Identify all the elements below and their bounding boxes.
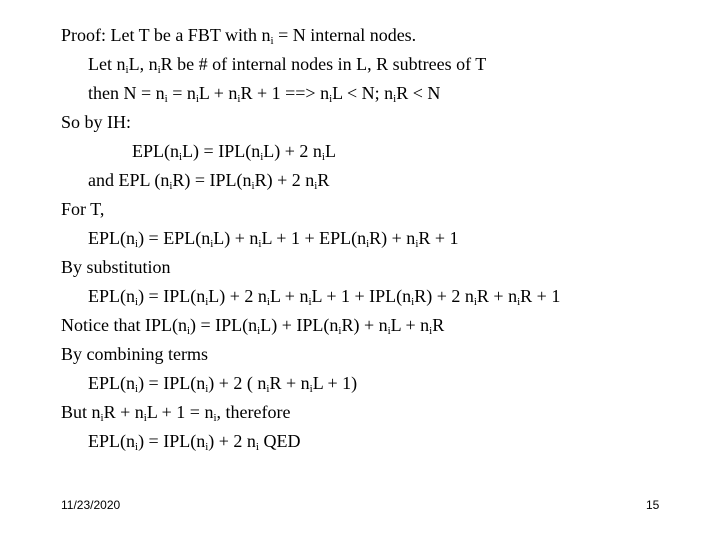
proof-text: R) + 2 n <box>254 170 315 190</box>
proof-text: L <box>324 141 336 161</box>
proof-text: L + 1) <box>312 373 358 393</box>
subscript: i <box>258 238 262 250</box>
subscript: i <box>415 238 419 250</box>
subscript: i <box>314 180 318 192</box>
proof-text: L) + IPL(n <box>260 315 339 335</box>
proof-text: = N internal nodes. <box>273 25 417 45</box>
subscript: i <box>135 296 139 308</box>
subscript: i <box>205 383 209 395</box>
subscript: i <box>210 238 214 250</box>
slide-page-number: 15 <box>646 498 660 512</box>
proof-text: and EPL (n <box>88 170 170 190</box>
proof-text: ) = IPL(n <box>190 315 258 335</box>
subscript: i <box>308 296 312 308</box>
subscript: i <box>251 180 255 192</box>
proof-text: QED <box>258 431 301 451</box>
proof-text: R < N <box>396 83 441 103</box>
proof-text: L + n <box>390 315 430 335</box>
proof-line-6 <box>88 169 329 191</box>
proof-text: L <box>128 54 140 74</box>
proof-text: EPL(n <box>132 141 179 161</box>
subscript: i <box>321 151 325 163</box>
proof-line-4 <box>61 111 131 133</box>
proof-text: Notice that IPL(n <box>61 315 187 335</box>
proof-text: ) + 2 ( n <box>208 373 267 393</box>
subscript: i <box>309 383 313 395</box>
proof-text: R) = IPL(n <box>172 170 252 190</box>
proof-text: But n <box>61 402 101 422</box>
proof-line-1 <box>61 24 416 46</box>
proof-text: For T, <box>61 199 105 219</box>
proof-line-3 <box>88 82 440 104</box>
subscript: i <box>213 412 217 424</box>
proof-text: So by IH: <box>61 112 132 132</box>
proof-text: L + n <box>198 83 238 103</box>
proof-text: L < N; n <box>332 83 394 103</box>
subscript: i <box>135 441 139 453</box>
proof-text: L) + n <box>213 228 259 248</box>
subscript: i <box>135 238 139 250</box>
subscript: i <box>266 296 270 308</box>
proof-text: By substitution <box>61 257 171 277</box>
proof-text: R <box>432 315 445 335</box>
subscript: i <box>169 180 173 192</box>
proof-text: ) = IPL(n <box>138 431 206 451</box>
proof-text: Let n <box>88 54 126 74</box>
subscript: i <box>186 325 191 337</box>
proof-text: R) + 2 n <box>414 286 474 306</box>
subscript: i <box>393 93 397 105</box>
subscript: i <box>517 296 521 308</box>
proof-text: ) = IPL(n <box>138 373 206 393</box>
proof-line-10 <box>88 285 560 307</box>
subscript: i <box>255 441 259 453</box>
subscript: i <box>338 325 342 337</box>
subscript: i <box>260 151 264 163</box>
proof-text: L) = IPL(n <box>182 141 261 161</box>
subscript: i <box>179 151 183 163</box>
proof-text: EPL(n <box>88 286 135 306</box>
subscript: i <box>125 64 129 76</box>
proof-text: ) = EPL(n <box>138 228 211 248</box>
proof-text: , n <box>139 54 158 74</box>
proof-line-9 <box>61 256 171 278</box>
proof-line-15 <box>88 430 300 452</box>
proof-line-7 <box>61 198 104 220</box>
proof-text: L + n <box>269 286 309 306</box>
proof-line-5 <box>132 140 336 162</box>
proof-text: By combining terms <box>61 344 208 364</box>
subscript: i <box>270 35 274 47</box>
subscript: i <box>411 296 415 308</box>
proof-text: , therefore <box>216 402 291 422</box>
proof-text: L) + 2 n <box>208 286 267 306</box>
subscript: i <box>257 325 261 337</box>
subscript: i <box>135 383 139 395</box>
proof-line-11 <box>61 314 444 336</box>
proof-text: ) = IPL(n <box>138 286 206 306</box>
proof-text: EPL(n <box>88 373 135 393</box>
proof-text: R + n <box>476 286 518 306</box>
proof-text: R <box>317 170 330 190</box>
slide-date: 11/23/2020 <box>61 498 121 512</box>
proof-text: then N = n <box>88 83 165 103</box>
proof-line-12 <box>61 343 208 365</box>
subscript: i <box>266 383 270 395</box>
proof-text: EPL(n <box>88 228 135 248</box>
proof-line-13 <box>88 372 357 394</box>
proof-text: L + 1 + IPL(n <box>311 286 412 306</box>
proof-text: L + 1 = n <box>146 402 214 422</box>
proof-text: R + n <box>103 402 144 422</box>
subscript: i <box>143 412 147 424</box>
subscript: i <box>205 296 209 308</box>
proof-text: R) + n <box>369 228 416 248</box>
subscript: i <box>387 325 391 337</box>
proof-text: R + 1 <box>520 286 561 306</box>
subscript: i <box>366 238 370 250</box>
subscript: i <box>157 64 161 76</box>
proof-text: R be # of internal nodes in L, R subtrees of T <box>160 54 487 74</box>
proof-line-14 <box>61 401 290 423</box>
proof-text: Proof: Let T be a FBT with n <box>61 25 271 45</box>
proof-text: EPL(n <box>88 431 135 451</box>
proof-text: = n <box>167 83 196 103</box>
proof-text: L) + 2 n <box>263 141 322 161</box>
proof-line-8 <box>88 227 459 249</box>
proof-text: ) + 2 n <box>208 431 256 451</box>
subscript: i <box>195 93 199 105</box>
subscript: i <box>100 412 104 424</box>
subscript: i <box>429 325 433 337</box>
proof-text: R + 1 <box>418 228 459 248</box>
subscript: i <box>164 93 168 105</box>
subscript: i <box>473 296 477 308</box>
subscript: i <box>329 93 333 105</box>
subscript: i <box>205 441 209 453</box>
subscript: i <box>237 93 241 105</box>
proof-text: R + 1 ==> n <box>240 83 330 103</box>
proof-text: L + 1 + EPL(n <box>261 228 367 248</box>
proof-text: R) + n <box>341 315 388 335</box>
proof-text: R + n <box>269 373 310 393</box>
proof-line-2 <box>88 53 486 75</box>
